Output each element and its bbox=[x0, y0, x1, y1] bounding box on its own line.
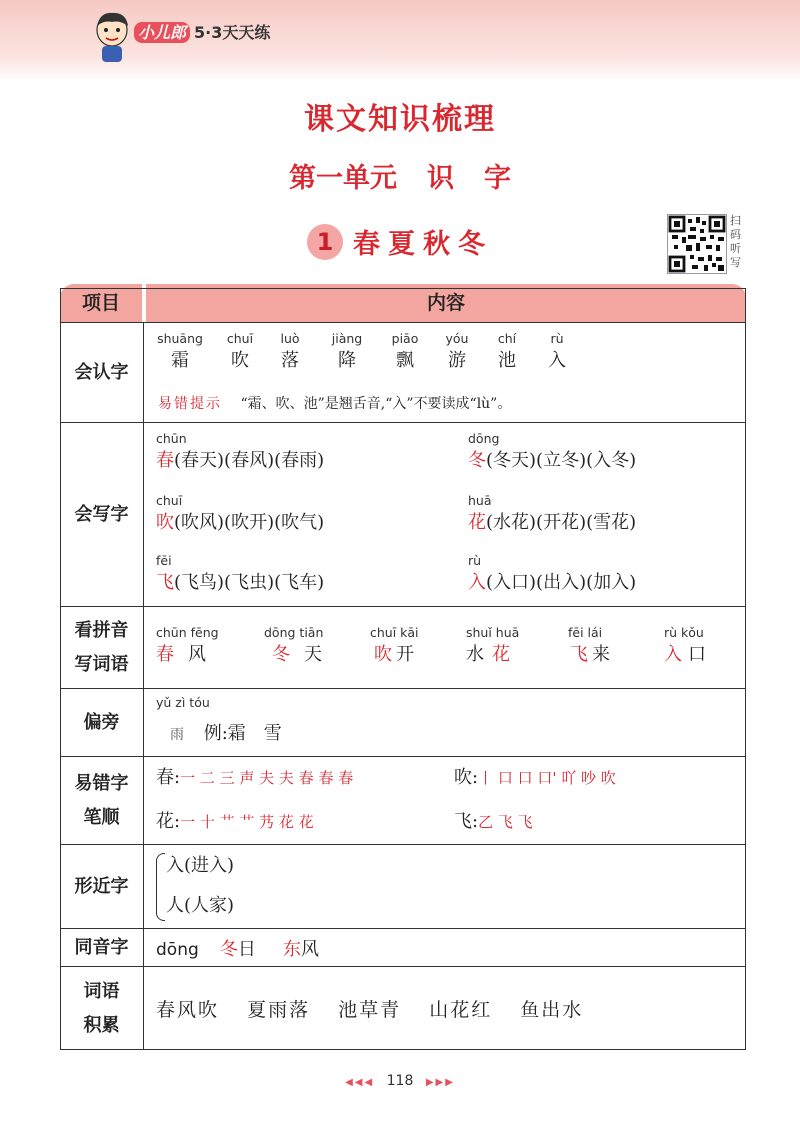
hanzi: 春 bbox=[156, 450, 174, 471]
qr-label: 扫码听写 bbox=[730, 214, 741, 269]
row-tongyin bbox=[60, 928, 746, 966]
py-word-5 bbox=[568, 625, 614, 666]
homophone-2-char: 东 bbox=[282, 939, 301, 960]
char: 春: bbox=[156, 767, 181, 788]
char-6 bbox=[432, 331, 482, 372]
header-item: 项目 bbox=[60, 284, 142, 322]
phrase: 鱼出水 bbox=[520, 999, 584, 1021]
hanzi: 吹 bbox=[156, 512, 174, 533]
label-line-1: 易错字 bbox=[74, 772, 129, 794]
brand-main: 小儿郎 bbox=[134, 22, 190, 43]
write-item-6 bbox=[468, 553, 636, 594]
header-content: 内容 bbox=[146, 284, 746, 322]
words: (飞鸟)(飞虫)(飞车) bbox=[174, 572, 325, 593]
radical bbox=[170, 719, 282, 745]
char-3 bbox=[265, 331, 315, 372]
write-item-1 bbox=[156, 431, 324, 472]
char-4 bbox=[322, 331, 372, 372]
row-label: 会认字 bbox=[60, 323, 144, 422]
write-item-5 bbox=[156, 553, 324, 594]
char-b: 来 bbox=[592, 644, 614, 665]
brand-sub: 5·3天天练 bbox=[194, 23, 271, 42]
label-line-2: 笔顺 bbox=[83, 806, 120, 828]
py-word-4 bbox=[466, 625, 519, 666]
homophone-1-rest: 日 bbox=[237, 939, 256, 960]
row-pianpang bbox=[60, 688, 746, 756]
radical-pinyin: yǔ zì tóu bbox=[156, 695, 210, 710]
strokes: 一 十 艹 艹 艿 花 花 bbox=[180, 813, 314, 831]
page-number: 118 bbox=[386, 1073, 414, 1089]
pinyin: chuī bbox=[156, 493, 183, 508]
qr-code-icon[interactable] bbox=[667, 214, 727, 274]
char-2 bbox=[215, 331, 265, 372]
left-arrows-icon: ◀◀◀ bbox=[345, 1077, 375, 1088]
write-item-4 bbox=[468, 493, 636, 534]
row-label: 偏旁 bbox=[60, 689, 144, 756]
label-line-1: 看拼音 bbox=[74, 619, 129, 641]
char-a: 冬 bbox=[272, 644, 304, 665]
row-kanpinyin bbox=[60, 606, 746, 688]
row-xingjin bbox=[60, 844, 746, 928]
char-b: 开 bbox=[396, 644, 418, 665]
char-b: 天 bbox=[304, 644, 336, 665]
pinyin: yóu bbox=[445, 331, 469, 346]
similar-2: 人(人家) bbox=[166, 895, 235, 916]
homophone-1-char: 冬 bbox=[219, 939, 238, 960]
pinyin: luò bbox=[280, 331, 300, 346]
words: (水花)(开花)(雪花) bbox=[486, 512, 637, 533]
pinyin: chūn bbox=[156, 431, 187, 446]
row-label bbox=[60, 607, 144, 688]
stroke-fei bbox=[454, 807, 533, 833]
pinyin: chuī kāi bbox=[370, 625, 419, 640]
char-a: 飞 bbox=[570, 644, 592, 665]
stroke-hua bbox=[156, 807, 314, 833]
phrase: 春风吹 bbox=[156, 999, 220, 1021]
hanzi: 池 bbox=[498, 350, 516, 371]
words: (冬天)(立冬)(入冬) bbox=[486, 450, 637, 471]
lesson-name: 春夏秋冬 bbox=[353, 229, 493, 260]
homophone-2-rest: 风 bbox=[300, 939, 319, 960]
row-label bbox=[60, 757, 144, 844]
phrase-list bbox=[156, 995, 583, 1022]
similar-1: 入(进入) bbox=[166, 855, 235, 876]
label-line-1: 词语 bbox=[83, 980, 120, 1002]
brand-logo bbox=[134, 20, 270, 43]
pinyin: jiàng bbox=[331, 331, 363, 346]
stroke-chui bbox=[454, 763, 616, 789]
error-tip bbox=[158, 393, 511, 413]
label-line-2: 积累 bbox=[83, 1014, 120, 1036]
row-label bbox=[60, 967, 144, 1050]
row-label: 同音字 bbox=[60, 929, 144, 966]
hanzi: 入 bbox=[468, 572, 486, 593]
char-a: 春 bbox=[156, 644, 188, 665]
char-a: 水 bbox=[466, 644, 492, 665]
char-1 bbox=[155, 331, 205, 372]
pinyin: rù bbox=[550, 331, 564, 346]
pinyin: fēi bbox=[156, 553, 172, 568]
pinyin: piāo bbox=[391, 331, 419, 346]
row-bishun bbox=[60, 756, 746, 844]
char-5 bbox=[380, 331, 430, 372]
boy-mascot-icon bbox=[90, 10, 134, 64]
hanzi: 花 bbox=[468, 512, 486, 533]
char-b: 风 bbox=[188, 644, 220, 665]
hanzi: 游 bbox=[448, 350, 466, 371]
words: (吹风)(吹开)(吹气) bbox=[174, 512, 325, 533]
brace bbox=[156, 853, 165, 921]
py-word-3 bbox=[370, 625, 419, 666]
homophone-pinyin: dōng bbox=[156, 940, 199, 960]
lesson-number: 1 bbox=[307, 224, 343, 260]
row-label: 形近字 bbox=[60, 845, 144, 928]
pinyin: chūn fēng bbox=[156, 625, 219, 640]
unit-name-1: 识 bbox=[427, 163, 454, 194]
py-word-6 bbox=[664, 625, 712, 666]
hanzi: 降 bbox=[338, 350, 356, 371]
char: 飞: bbox=[454, 811, 479, 832]
pinyin: huā bbox=[468, 493, 492, 508]
char-b: 花 bbox=[492, 644, 518, 665]
page-title: 课文知识梳理 bbox=[304, 102, 496, 137]
phrase: 夏雨落 bbox=[247, 999, 311, 1021]
row-label: 会写字 bbox=[60, 423, 144, 606]
hanzi: 霜 bbox=[171, 350, 189, 371]
radical-example: 例:霜 雪 bbox=[203, 723, 282, 744]
char: 花: bbox=[156, 811, 181, 832]
unit-label: 第一单元 bbox=[289, 163, 397, 194]
label-line-2: 写词语 bbox=[74, 653, 129, 675]
strokes: 丨 口 口 口' 吖 吵 吹 bbox=[478, 769, 616, 787]
row-huixiezi bbox=[60, 422, 746, 606]
hanzi: 飞 bbox=[156, 572, 174, 593]
char: 吹: bbox=[454, 767, 479, 788]
words: (入口)(出入)(加入) bbox=[486, 572, 637, 593]
char-a: 入 bbox=[664, 644, 688, 665]
unit-name-2: 字 bbox=[484, 163, 511, 194]
strokes: 乙 飞 飞 bbox=[478, 813, 533, 831]
hanzi: 落 bbox=[281, 350, 299, 371]
pinyin: shuǐ huā bbox=[466, 625, 520, 640]
hanzi: 飘 bbox=[396, 350, 414, 371]
char-b: 口 bbox=[688, 644, 712, 665]
py-word-2 bbox=[264, 625, 336, 666]
pinyin: rù kǒu bbox=[664, 625, 704, 640]
pinyin: chuī bbox=[226, 331, 254, 346]
pinyin: dōng tiān bbox=[264, 625, 324, 640]
phrase: 池草青 bbox=[338, 999, 402, 1021]
write-item-3 bbox=[156, 493, 324, 534]
tip-label: 易错提示 bbox=[158, 396, 222, 412]
tip-text: “霜、吹、池”是翘舌音,“入”不要读成“lù”。 bbox=[240, 396, 512, 412]
homophone bbox=[156, 935, 319, 961]
pinyin: fēi lái bbox=[568, 625, 603, 640]
row-ciyu bbox=[60, 966, 746, 1050]
right-arrows-icon: ▶▶▶ bbox=[425, 1077, 455, 1088]
pinyin: shuāng bbox=[157, 331, 203, 346]
stroke-chun bbox=[156, 763, 353, 789]
radical-char: 雨 bbox=[170, 727, 184, 743]
hanzi: 入 bbox=[548, 350, 566, 371]
unit-title bbox=[0, 156, 800, 195]
page-footer bbox=[0, 1073, 800, 1089]
words: (春天)(春风)(春雨) bbox=[174, 450, 325, 471]
char-8 bbox=[532, 331, 582, 372]
pinyin: dōng bbox=[468, 431, 500, 446]
strokes: 一 二 三 声 夫 夫 春 春 春 bbox=[180, 769, 354, 787]
char-a: 吹 bbox=[374, 644, 396, 665]
pinyin: rù bbox=[468, 553, 482, 568]
pinyin: chí bbox=[497, 331, 517, 346]
char-7 bbox=[482, 331, 532, 372]
py-word-1 bbox=[156, 625, 220, 666]
hanzi: 冬 bbox=[468, 450, 486, 471]
phrase: 山花红 bbox=[429, 999, 493, 1021]
write-item-2 bbox=[468, 431, 636, 472]
row-huirenzi bbox=[60, 322, 746, 422]
hanzi: 吹 bbox=[231, 350, 249, 371]
